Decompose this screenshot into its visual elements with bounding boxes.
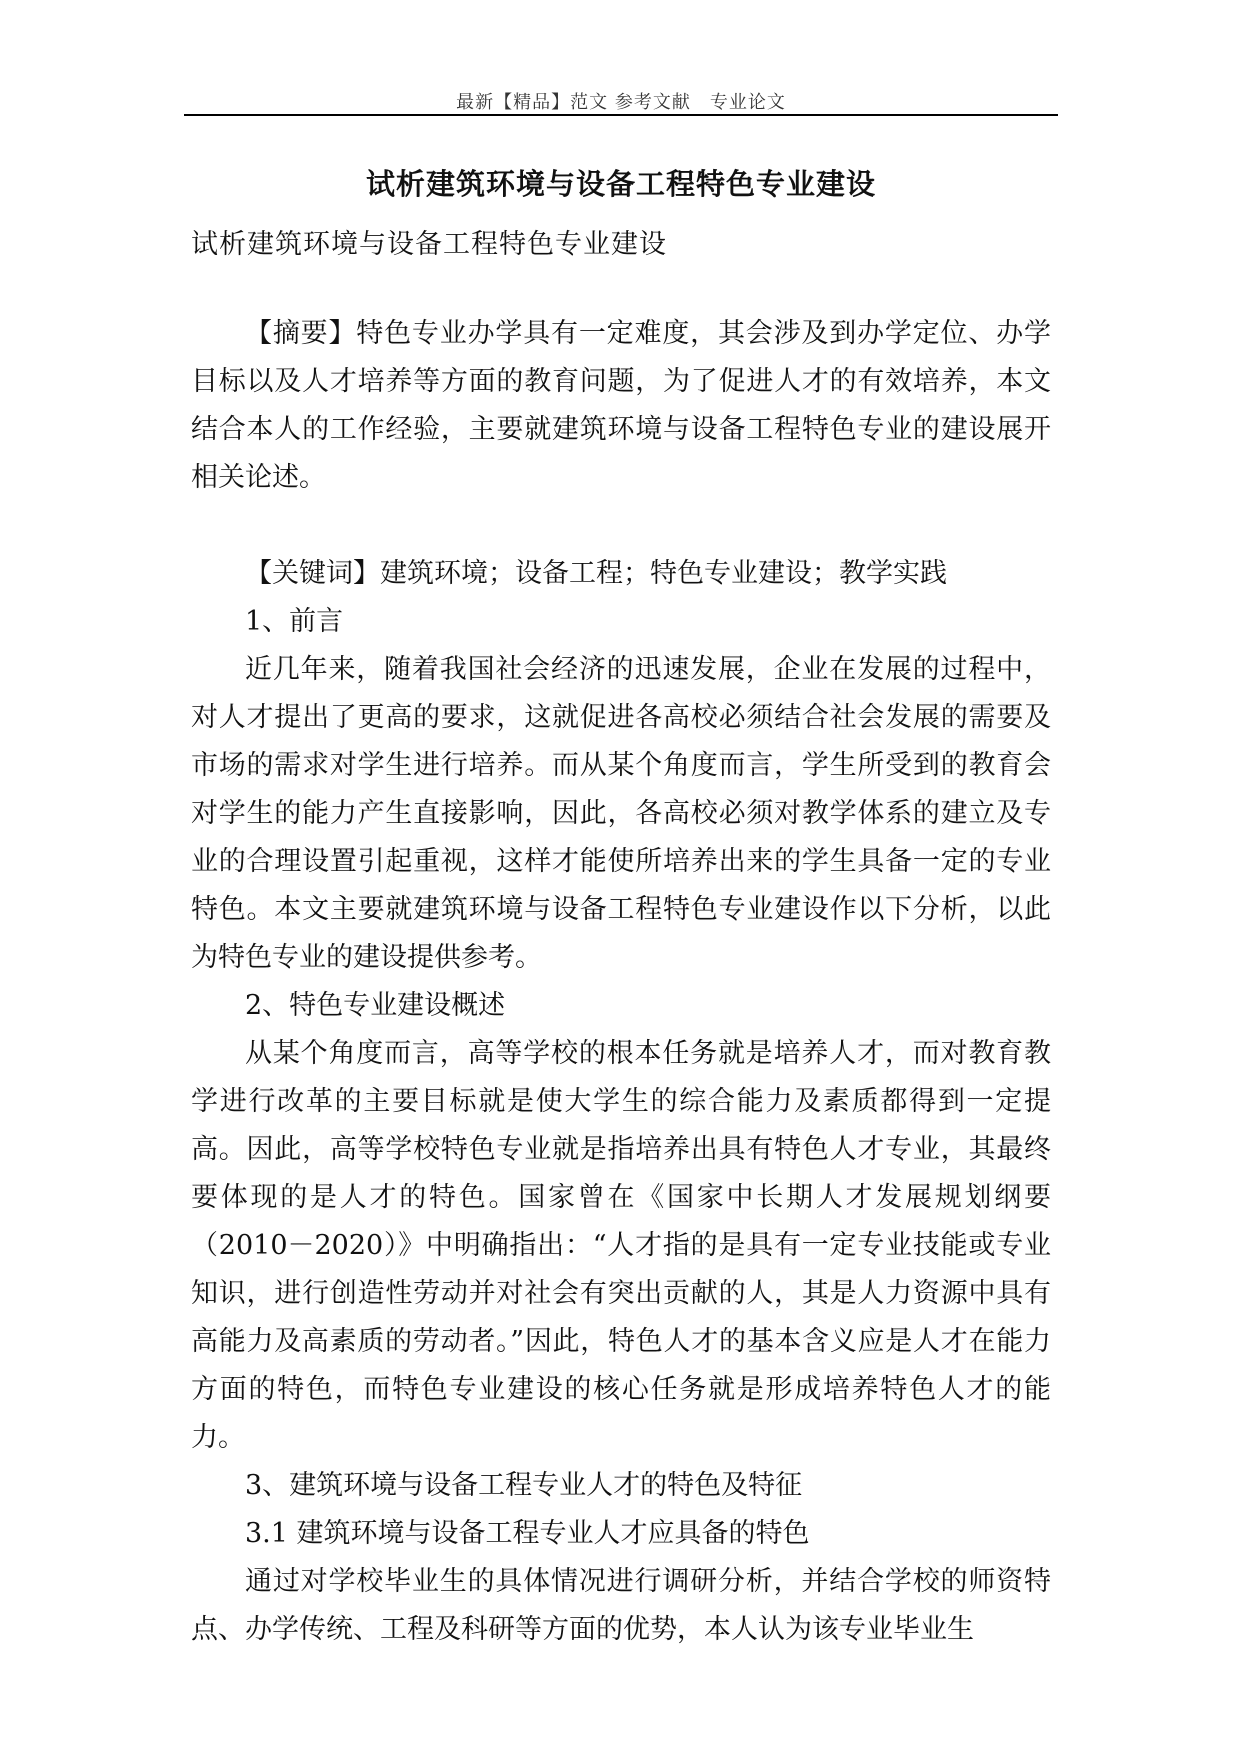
section-heading: 2、特色专业建设概述 (245, 990, 506, 1021)
section-heading: 3、建筑环境与设备工程专业人才的特色及特征 (245, 1470, 803, 1501)
section-heading: 1、前言 (245, 606, 344, 637)
keywords-paragraph: 【关键词】建筑环境；设备工程；特色专业建设；教学实践 (245, 558, 947, 589)
header-divider (184, 114, 1058, 116)
document-subtitle: 试析建筑环境与设备工程特色专业建设 (191, 229, 667, 260)
body-paragraph: 通过对学校毕业生的具体情况进行调研分析，并结合学校的师资特点、办学传统、工程及科研等方面的优势，本人认为该专业毕业生 (191, 1566, 1051, 1645)
document-title: 试析建筑环境与设备工程特色专业建设 (365, 167, 876, 201)
subsection-heading: 3.1 建筑环境与设备工程专业人才应具备的特色 (245, 1518, 810, 1549)
page-header: 最新【精品】范文 参考文献 专业论文 (456, 92, 786, 113)
body-paragraph: 从某个角度而言，高等学校的根本任务就是培养人才，而对教育教学进行改革的主要目标就是使大学生的综合能力及素质都得到一定提高。因此，高等学校特色专业就是指培养出具有特色人才专业，其最终要体现的是人才的特色。国家曾在《国家中长期人才发展规划纲要（2010－2020）》中明确指出：“人才指的是具有一定专业技能或专业知识，进行创造性劳动并对社会有突出贡献的人，其是人力资源中具有高能力及高素质的劳动者。”因此，特色人才的基本含义应是人才在能力方面的特色，而特色专业建设的核心任务就是形成培养特色人才的能力。 (191, 1038, 1051, 1453)
body-paragraph: 近几年来，随着我国社会经济的迅速发展，企业在发展的过程中，对人才提出了更高的要求，这就促进各高校必须结合社会发展的需要及市场的需求对学生进行培养。而从某个角度而言，学生所受到的教育会对学生的能力产生直接影响，因此，各高校必须对教学体系的建立及专业的合理设置引起重视，这样才能使所培养出来的学生具备一定的专业特色。本文主要就建筑环境与设备工程特色专业建设作以下分析，以此为特色专业的建设提供参考。 (191, 654, 1051, 973)
abstract-paragraph: 【摘要】特色专业办学具有一定难度，其会涉及到办学定位、办学目标以及人才培养等方面的教育问题，为了促进人才的有效培养，本文结合本人的工作经验，主要就建筑环境与设备工程特色专业的建设展开相关论述。 (191, 318, 1051, 493)
document-body (191, 310, 1051, 1654)
